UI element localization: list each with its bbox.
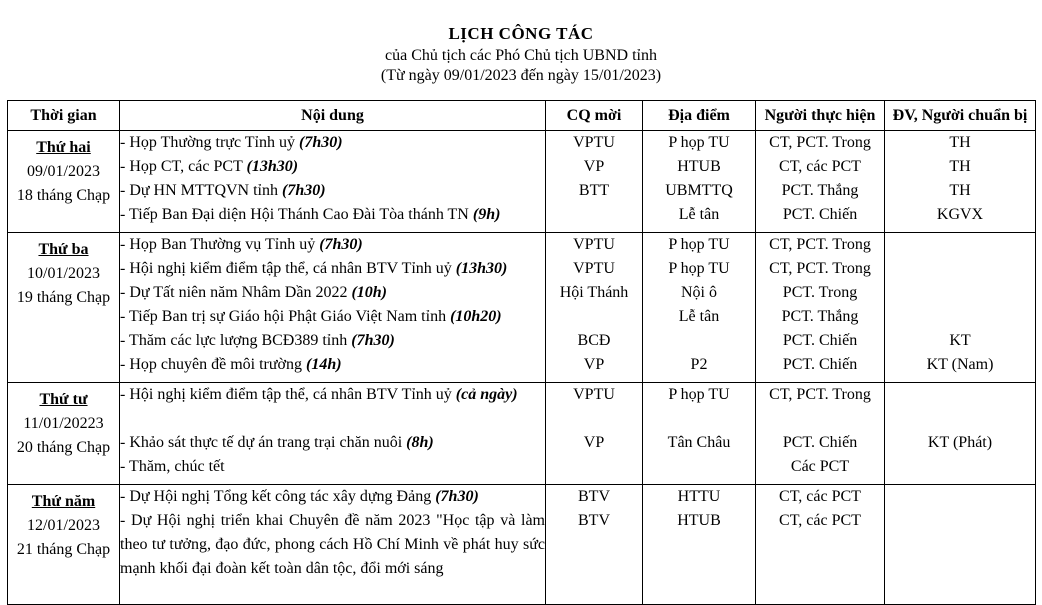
- list-item: - Dự Tất niên năm Nhâm Dần 2022 (10h): [120, 284, 387, 301]
- list-item: - Dự HN MTTQVN tỉnh (7h30): [120, 182, 326, 199]
- day-date: 10/01/2023: [27, 265, 100, 282]
- org-cell: BTV BTV: [546, 485, 643, 605]
- day-date: 09/01/2023: [27, 163, 100, 180]
- day-name: Thứ năm: [31, 493, 96, 510]
- org-cell: VPTU VP BTT: [546, 131, 643, 233]
- list-item: - Thăm các lực lượng BCĐ389 tỉnh (7h30): [120, 332, 395, 349]
- header-inviting-org: CQ mời: [546, 101, 643, 131]
- header-executor: Người thực hiện: [756, 101, 885, 131]
- content-cell: [120, 485, 546, 605]
- place-cell: P họp TU Tân Châu: [643, 383, 756, 485]
- day-name: Thứ ba: [38, 241, 89, 258]
- document-subtitle: của Chủ tịch các Phó Chủ tịch UBND tỉnh: [385, 47, 657, 64]
- day-row-wednesday: [8, 383, 1036, 485]
- content-cell: [120, 383, 546, 485]
- day-name: Thứ hai: [36, 139, 91, 156]
- day-date: 11/01/20223: [23, 415, 104, 432]
- person-cell: CT, PCT. Trong PCT. Chiến Các PCT: [756, 383, 885, 485]
- list-item: - Khảo sát thực tế dự án trang trại chăn nuôi (8h): [120, 434, 434, 451]
- prep-cell: KT (Phát): [885, 383, 1036, 485]
- place-cell: P họp TU HTUB UBMTTQ Lễ tân: [643, 131, 756, 233]
- list-item: - Họp Ban Thường vụ Tỉnh uỷ (7h30): [120, 236, 363, 253]
- day-row-tuesday: [8, 233, 1036, 383]
- prep-cell: KT KT (Nam): [885, 233, 1036, 383]
- list-item: - Hội nghị kiểm điểm tập thể, cá nhân BTV Tỉnh uỷ (13h30): [120, 260, 508, 277]
- day-cell: [8, 485, 120, 605]
- person-cell: CT, PCT. Trong CT, PCT. Trong PCT. Trong PCT. Thắng PCT. Chiến PCT. Chiến: [756, 233, 885, 383]
- list-item: - Họp CT, các PCT (13h30): [120, 158, 299, 175]
- org-cell: VPTU VPTU Hội Thánh BCĐ VP: [546, 233, 643, 383]
- list-item: - Họp Thường trực Tỉnh uỷ (7h30): [120, 134, 343, 151]
- day-name: Thứ tư: [39, 391, 88, 408]
- content-cell: [120, 233, 546, 383]
- place-cell: P họp TU P họp TU Nội ô Lễ tân P2: [643, 233, 756, 383]
- day-date: 12/01/2023: [27, 517, 100, 534]
- day-cell: [8, 131, 120, 233]
- place-cell: HTTU HTUB: [643, 485, 756, 605]
- person-cell: CT, PCT. Trong CT, các PCT PCT. Thắng PCT. Chiến: [756, 131, 885, 233]
- schedule-table: [7, 100, 1036, 605]
- header-location: Địa điểm: [643, 101, 756, 131]
- org-cell: VPTU VP: [546, 383, 643, 485]
- day-lunar: 19 tháng Chạp: [16, 289, 111, 306]
- list-item: - Tiếp Ban trị sự Giáo hội Phật Giáo Việt Nam tỉnh (10h20): [120, 308, 502, 325]
- prep-cell: TH TH TH KGVX: [885, 131, 1036, 233]
- person-cell: CT, các PCT CT, các PCT: [756, 485, 885, 605]
- document-date-range: (Từ ngày 09/01/2023 đến ngày 15/01/2023): [380, 67, 662, 84]
- list-item: - Dự Hội nghị triển khai Chuyên đề năm 2023 "Học tập và làm theo tư tưởng, đạo đức, phong cách Hồ Chí Minh về phát huy sức mạnh khối đại đoàn kết toàn dân tộc, đổi mới sáng: [120, 512, 545, 577]
- list-item: - Tiếp Ban Đại diện Hội Thánh Cao Đài Tòa thánh TN (9h): [120, 206, 501, 223]
- table-header-row: [8, 101, 1036, 131]
- header-content: Nội dung: [120, 101, 546, 131]
- list-item: - Dự Hội nghị Tổng kết công tác xây dựng Đảng (7h30): [120, 488, 479, 505]
- header-time: Thời gian: [8, 101, 120, 131]
- day-lunar: 21 tháng Chạp: [16, 541, 111, 558]
- content-cell: [120, 131, 546, 233]
- day-cell: [8, 233, 120, 383]
- day-row-monday: [8, 131, 1036, 233]
- list-item: - Họp chuyên đề môi trường (14h): [120, 356, 342, 373]
- day-lunar: 18 tháng Chạp: [16, 187, 111, 204]
- day-cell: [8, 383, 120, 485]
- prep-cell: [885, 485, 1036, 605]
- list-item: - Hội nghị kiểm điểm tập thể, cá nhân BTV Tỉnh uỷ (cả ngày): [120, 386, 518, 403]
- day-lunar: 20 tháng Chạp: [16, 439, 111, 456]
- document-title: LỊCH CÔNG TÁC: [448, 24, 594, 43]
- day-row-thursday: [8, 485, 1036, 605]
- header-preparer: ĐV, Người chuẩn bị: [885, 101, 1036, 131]
- list-item: - Thăm, chúc tết: [120, 458, 225, 475]
